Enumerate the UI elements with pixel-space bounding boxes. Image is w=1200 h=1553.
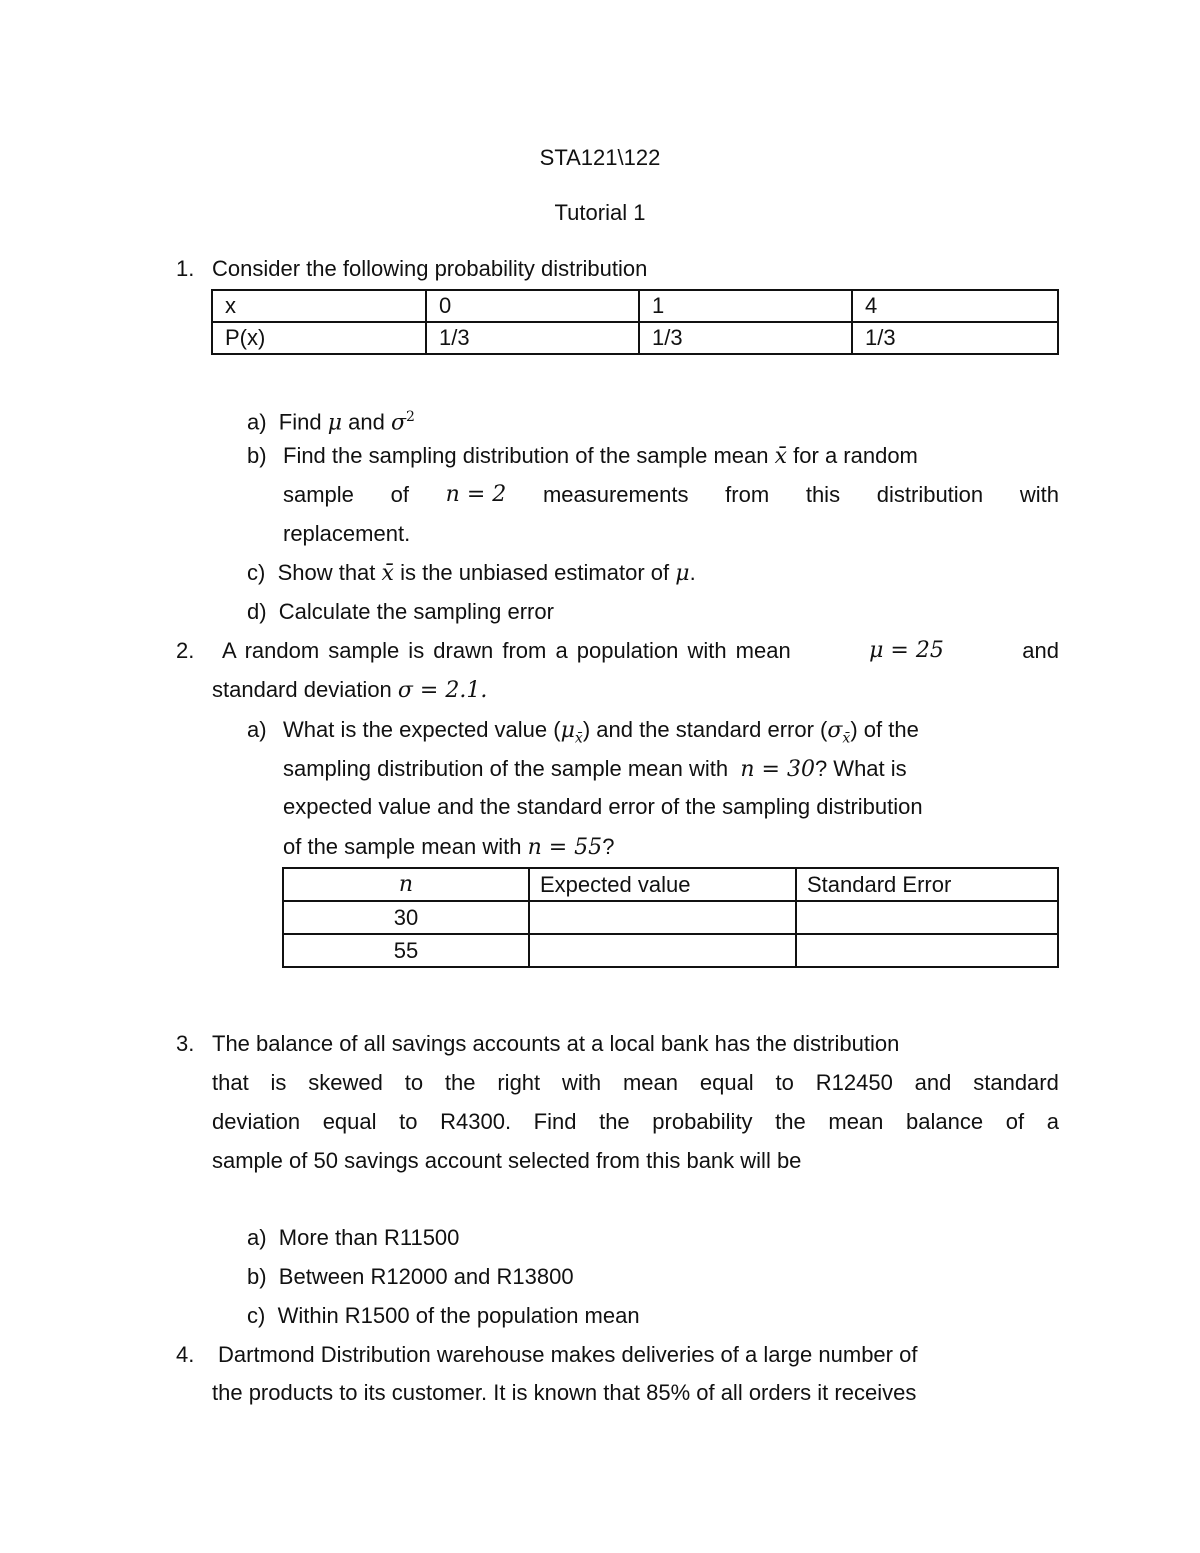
q1c-text: Show that (277, 560, 376, 585)
q1b-text: Find the sampling distribution of the sample mean (283, 443, 769, 468)
q1b-text: for a random (793, 443, 918, 468)
xbar-subscript: x̄ (842, 730, 851, 747)
q1d (247, 597, 554, 627)
period: . (689, 560, 696, 585)
q4-line2: the products to its customer. It is known that 85% of all orders it receives (212, 1380, 917, 1405)
q1b-line2 (283, 480, 1059, 510)
mu-symbol: μ (560, 718, 575, 743)
q1-distribution-table (211, 289, 1059, 355)
word: is (270, 1070, 287, 1095)
q2-number: 2. (176, 638, 195, 663)
word: with (562, 1070, 602, 1095)
q2-line2 (212, 675, 487, 706)
q1b-line1 (283, 441, 918, 472)
q2a-line3: expected value and the standard error of the sampling distribution (283, 794, 923, 819)
word: balance (906, 1109, 984, 1134)
q2a-line2 (283, 754, 907, 785)
table-row (283, 901, 1058, 934)
word: equal (322, 1109, 377, 1134)
q2a-label: a) (247, 717, 267, 742)
q3-line2 (212, 1068, 1059, 1098)
table-row (212, 322, 1058, 354)
word: the (775, 1109, 806, 1134)
q3-number: 3. (176, 1031, 195, 1056)
q2a-line1 (283, 715, 919, 753)
word: to (775, 1070, 794, 1095)
n-equation: n = 30 (740, 757, 815, 782)
q3-line4: sample of 50 savings account selected from this bank will be (212, 1148, 802, 1173)
word: skewed (308, 1070, 383, 1095)
q1a-text: Find (278, 409, 322, 435)
q1d-text: Calculate the sampling error (278, 599, 554, 624)
q2a-text: of the sample mean with (283, 834, 522, 859)
q2a-text: ? What is (814, 756, 907, 781)
word: from (725, 482, 770, 507)
word: mean (828, 1109, 884, 1134)
q3b-label: b) (247, 1264, 267, 1289)
word: deviation (212, 1109, 301, 1134)
table-cell: 1/3 (426, 322, 639, 354)
word: mean (622, 1070, 679, 1095)
word: to (404, 1070, 424, 1095)
q4-number: 4. (176, 1342, 195, 1367)
word: probability (652, 1109, 753, 1134)
table-cell: 0 (426, 290, 639, 322)
q1-text: Consider the following probability distribution (212, 256, 648, 281)
table-cell: 30 (283, 901, 529, 934)
q2-text: A random sample is drawn from a population with mean (222, 638, 791, 663)
table-cell: 1 (639, 290, 852, 322)
q1b-line3: replacement. (283, 521, 411, 546)
table-cell[interactable] (796, 934, 1058, 967)
xbar-symbol: x̄ (381, 561, 394, 586)
q3a-label: a) (247, 1225, 267, 1250)
word: right (497, 1070, 541, 1095)
q1a-label: a) (247, 409, 267, 435)
q1c (247, 558, 696, 589)
q2a-text: ) of the (850, 717, 919, 742)
q3c (247, 1301, 640, 1331)
q3c-text: Within R1500 of the population mean (277, 1303, 640, 1328)
table-row (212, 290, 1058, 322)
q3b (247, 1262, 574, 1292)
word: this (805, 482, 841, 507)
q1a (247, 402, 415, 438)
word: R12450 (815, 1070, 893, 1095)
table-row (283, 934, 1058, 967)
table-cell: 55 (283, 934, 529, 967)
q1c-label: c) (247, 560, 266, 585)
table-cell[interactable] (796, 901, 1058, 934)
table-cell: x (212, 290, 426, 322)
exponent: 2 (406, 409, 415, 425)
q3a-text: More than R11500 (278, 1225, 460, 1250)
table-cell[interactable] (529, 901, 796, 934)
mu-symbol: μ (327, 410, 343, 436)
q2a-text: What is the expected value ( (283, 717, 561, 742)
course-code: STA121\122 (539, 145, 661, 170)
q3-line1: The balance of all savings accounts at a local bank has the distribution (212, 1031, 900, 1056)
q3b-text: Between R12000 and R13800 (278, 1264, 574, 1289)
q2-text: and (1022, 638, 1059, 663)
q2a-line4 (283, 832, 614, 863)
q2-answer-table (282, 867, 1059, 968)
xbar-symbol: x̄ (774, 444, 788, 469)
q3a (247, 1223, 459, 1253)
word: distribution (876, 482, 984, 507)
word: of (390, 482, 409, 507)
q3-line3 (212, 1107, 1059, 1137)
sigma-symbol: σ (827, 718, 843, 743)
n-equation: n = 2 (445, 482, 507, 507)
word: measurements (542, 482, 689, 507)
q4-line1: Dartmond Distribution warehouse makes deliveries of a large number of (218, 1342, 918, 1367)
word: to (399, 1109, 418, 1134)
n-equation: n = 55 (527, 835, 603, 860)
table-cell: P(x) (212, 322, 426, 354)
q3c-label: c) (247, 1303, 266, 1328)
table-header: Standard Error (796, 868, 1058, 901)
word: Find (533, 1109, 577, 1134)
q1b-label: b) (247, 443, 267, 468)
tutorial-title: Tutorial 1 (554, 200, 646, 225)
table-cell: 1/3 (852, 322, 1058, 354)
table-cell[interactable] (529, 934, 796, 967)
word: that (212, 1070, 249, 1095)
word: with (1019, 482, 1059, 507)
xbar-subscript: x̄ (574, 730, 583, 747)
word: the (599, 1109, 630, 1134)
table-cell: 4 (852, 290, 1058, 322)
q1c-text: is the unbiased estimator of (400, 560, 670, 585)
q2a-text: ) and the standard error ( (582, 717, 828, 742)
word: of (1005, 1109, 1025, 1134)
word: and (914, 1070, 952, 1095)
q2a-text: ? (602, 834, 615, 859)
word: R4300. (440, 1109, 512, 1134)
word: a (1046, 1109, 1059, 1134)
sigma-equation: σ = 2.1. (397, 678, 488, 703)
q1d-label: d) (247, 599, 267, 624)
q2-text: standard deviation (212, 677, 392, 702)
q1a-and: and (348, 409, 385, 435)
word: standard (973, 1070, 1059, 1095)
mu-equation: μ = 25 (869, 638, 944, 663)
table-cell: 1/3 (639, 322, 852, 354)
table-header: Expected value (529, 868, 796, 901)
word: the (444, 1070, 476, 1095)
table-row (283, 868, 1058, 901)
mu-symbol: μ (675, 561, 690, 586)
word: equal (699, 1070, 754, 1095)
sigma-symbol: σ (391, 410, 407, 436)
word: sample (283, 482, 354, 507)
table-header: n (283, 868, 529, 901)
q1-number: 1. (176, 256, 195, 281)
q2-line1 (222, 636, 1059, 666)
q2a-text: sampling distribution of the sample mean with (283, 756, 729, 781)
